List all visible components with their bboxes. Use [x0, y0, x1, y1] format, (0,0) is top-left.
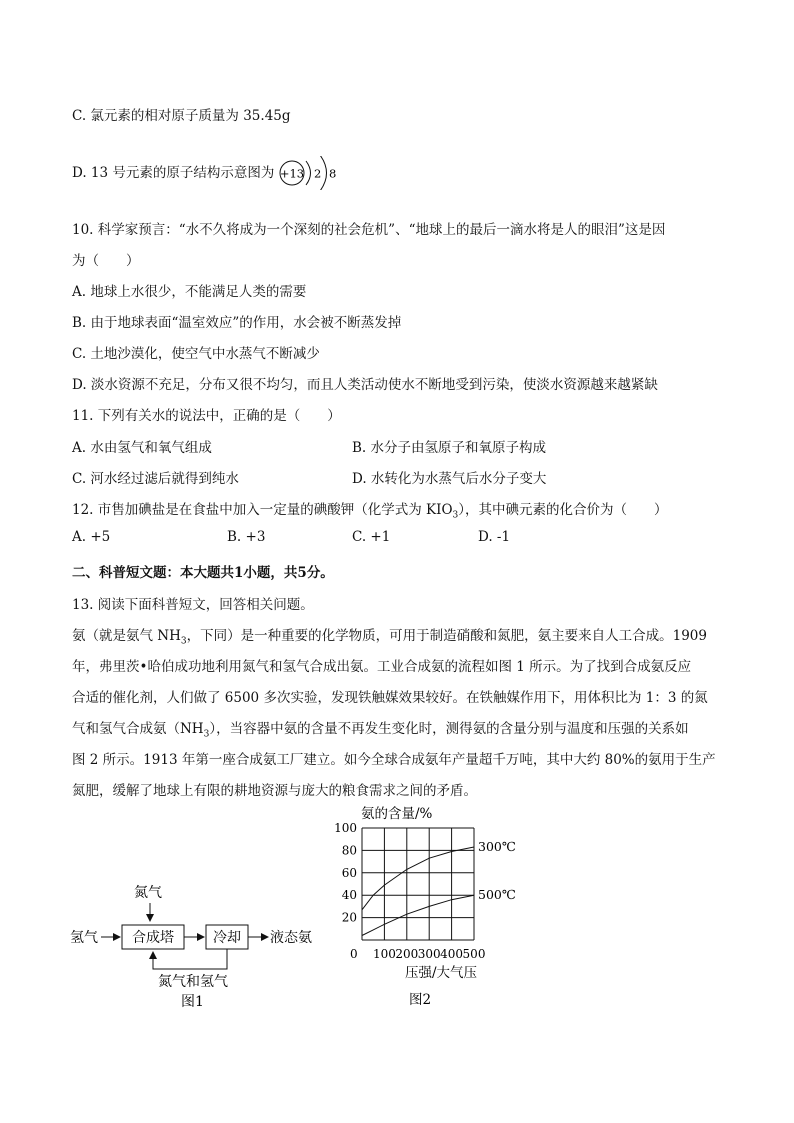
p4-sub: 3 — [203, 729, 210, 740]
heading-n1: 1 — [234, 565, 244, 581]
q9-option-d: D. 13 号元素的原子结构示意图为 — [72, 165, 275, 181]
x-tick-label: 100 — [372, 947, 396, 961]
q12-option-a: A. +5 — [72, 529, 111, 545]
q10-stem-line2: 为（ ） — [72, 253, 140, 269]
p1-pre: 氨（就是氨气 NH — [72, 628, 181, 644]
y-tick-label: 20 — [341, 910, 357, 925]
chart-ylabel: 氨的含量/% — [361, 806, 433, 822]
q10-stem-line1: 10. 科学家预言：“水不久将成为一个深刻的社会危机”、“地球上的最后一滴水将是人的眼泪”这是因 — [72, 222, 666, 238]
q10-option-c: C. 土地沙漠化，使空气中水蒸气不断减少 — [72, 346, 320, 362]
y-tick-label: 100 — [334, 821, 357, 835]
recycle-label: 氮气和氢气 — [158, 974, 228, 990]
q13-para-line6: 氮肥，缓解了地球上有限的耕地资源与庞大的粮食需求之间的矛盾。 — [72, 783, 477, 799]
h2-label: 氢气 — [70, 930, 98, 946]
q11-option-b: B. 水分子由氢原子和氧原子构成 — [352, 440, 547, 456]
chart-xlabel: 压强/大气压 — [405, 965, 478, 981]
chart-caption: 图2 — [409, 992, 432, 1008]
atom-structure-diagram — [277, 156, 347, 190]
q13-para-line4 — [72, 717, 689, 740]
q12-stem-post: ），其中碘元素的化合价为（ ） — [458, 502, 668, 518]
q13-para-line2: 年，弗里茨•哈伯成功地利用氮气和氢气合成出氨。工业合成氨的流程如图 1 所示。为了找到合成氨反应 — [72, 659, 692, 675]
shell1-electrons: 2 — [314, 166, 322, 181]
series-label-1: 300℃ — [478, 839, 516, 855]
p1-post: ，下同）是一种重要的化学物质，可用于制造硝酸和氮肥，氨主要来自人工合成。1909 — [186, 628, 707, 644]
heading-pre: 二、科普短文题：本大题共 — [72, 565, 234, 581]
y-tick-label: 60 — [341, 865, 357, 880]
q13-para-line1 — [72, 624, 707, 647]
series-label-2: 500℃ — [478, 887, 516, 903]
q9-option-c: C. 氯元素的相对原子质量为 35.45g — [72, 108, 291, 124]
q12-stem-pre: 12. 市售加碘盐是在食盐中加入一定量的碘酸钾（化学式为 KIO — [72, 502, 453, 518]
figure2-line-chart — [325, 800, 535, 1010]
q10-option-a: A. 地球上水很少，不能满足人类的需要 — [72, 284, 307, 300]
series-line-2 — [362, 895, 474, 935]
q12-option-c: C. +1 — [352, 529, 391, 545]
p4-post: ），当容器中氨的含量不再发生变化时，测得氨的含量分别与温度和压强的关系如 — [209, 721, 689, 737]
heading-post: 分。 — [306, 565, 334, 581]
p4-pre: 气和氢气合成氨（NH — [72, 721, 204, 737]
q12-option-b: B. +3 — [227, 529, 266, 545]
heading-mid: 小题，共 — [243, 565, 298, 581]
electron-shell-1 — [306, 161, 311, 185]
x-tick-label: 200 — [395, 947, 419, 961]
x-tick-label: 300 — [417, 947, 441, 961]
nucleus-charge: +13 — [279, 166, 305, 181]
n2-label: 氮气 — [134, 885, 162, 901]
shell2-electrons: 8 — [329, 166, 337, 181]
y-tick-label: 80 — [341, 843, 357, 858]
q13-stem: 13. 阅读下面科普短文，回答相关问题。 — [72, 597, 314, 613]
x-tick-label: 0 — [350, 947, 358, 961]
chart-grid — [362, 828, 474, 940]
q12-option-d: D. -1 — [478, 529, 511, 545]
chart-series — [362, 839, 516, 935]
q11-option-d: D. 水转化为水蒸气后水分子变大 — [352, 471, 547, 487]
q13-para-line5: 图 2 所示。1913 年第一座合成氨工厂建立。如今全球合成氨年产量超千万吨，其中大约 80%的氨用于生产 — [72, 752, 716, 768]
q10-option-b: B. 由于地球表面“温室效应”的作用，水会被不断蒸发掉 — [72, 315, 402, 331]
product-label: 液态氨 — [270, 930, 312, 946]
p1-sub: 3 — [180, 636, 187, 647]
q11-stem: 11. 下列有关水的说法中，正确的是（ ） — [72, 408, 341, 424]
q13-para-line3: 合适的催化剂，人们做了 6500 多次实验，发现铁触媒效果较好。在铁触媒作用下，用体积比为 1：3 的氮 — [72, 690, 708, 706]
q11-option-a: A. 水由氢气和氧气组成 — [72, 440, 212, 456]
fig1-caption: 图1 — [181, 994, 204, 1010]
x-tick-label: 400 — [440, 947, 464, 961]
section2-heading — [72, 561, 334, 581]
heading-n2: 5 — [297, 565, 307, 581]
series-line-1 — [362, 847, 474, 910]
q12-stem-sub: 3 — [452, 510, 459, 521]
q12-stem — [72, 498, 668, 521]
q10-option-d: D. 淡水资源不充足，分布又很不均匀，而且人类活动使水不断地受到污染，使淡水资源越来越紧缺 — [72, 377, 658, 393]
x-tick-label: 500 — [462, 947, 486, 961]
y-tick-label: 40 — [341, 888, 357, 903]
tower-label: 合成塔 — [132, 930, 174, 946]
figure1-flow-diagram — [60, 875, 330, 1015]
q11-option-c: C. 河水经过滤后就得到纯水 — [72, 471, 239, 487]
cool-label: 冷却 — [213, 930, 241, 946]
recycle-arrow — [153, 949, 227, 969]
